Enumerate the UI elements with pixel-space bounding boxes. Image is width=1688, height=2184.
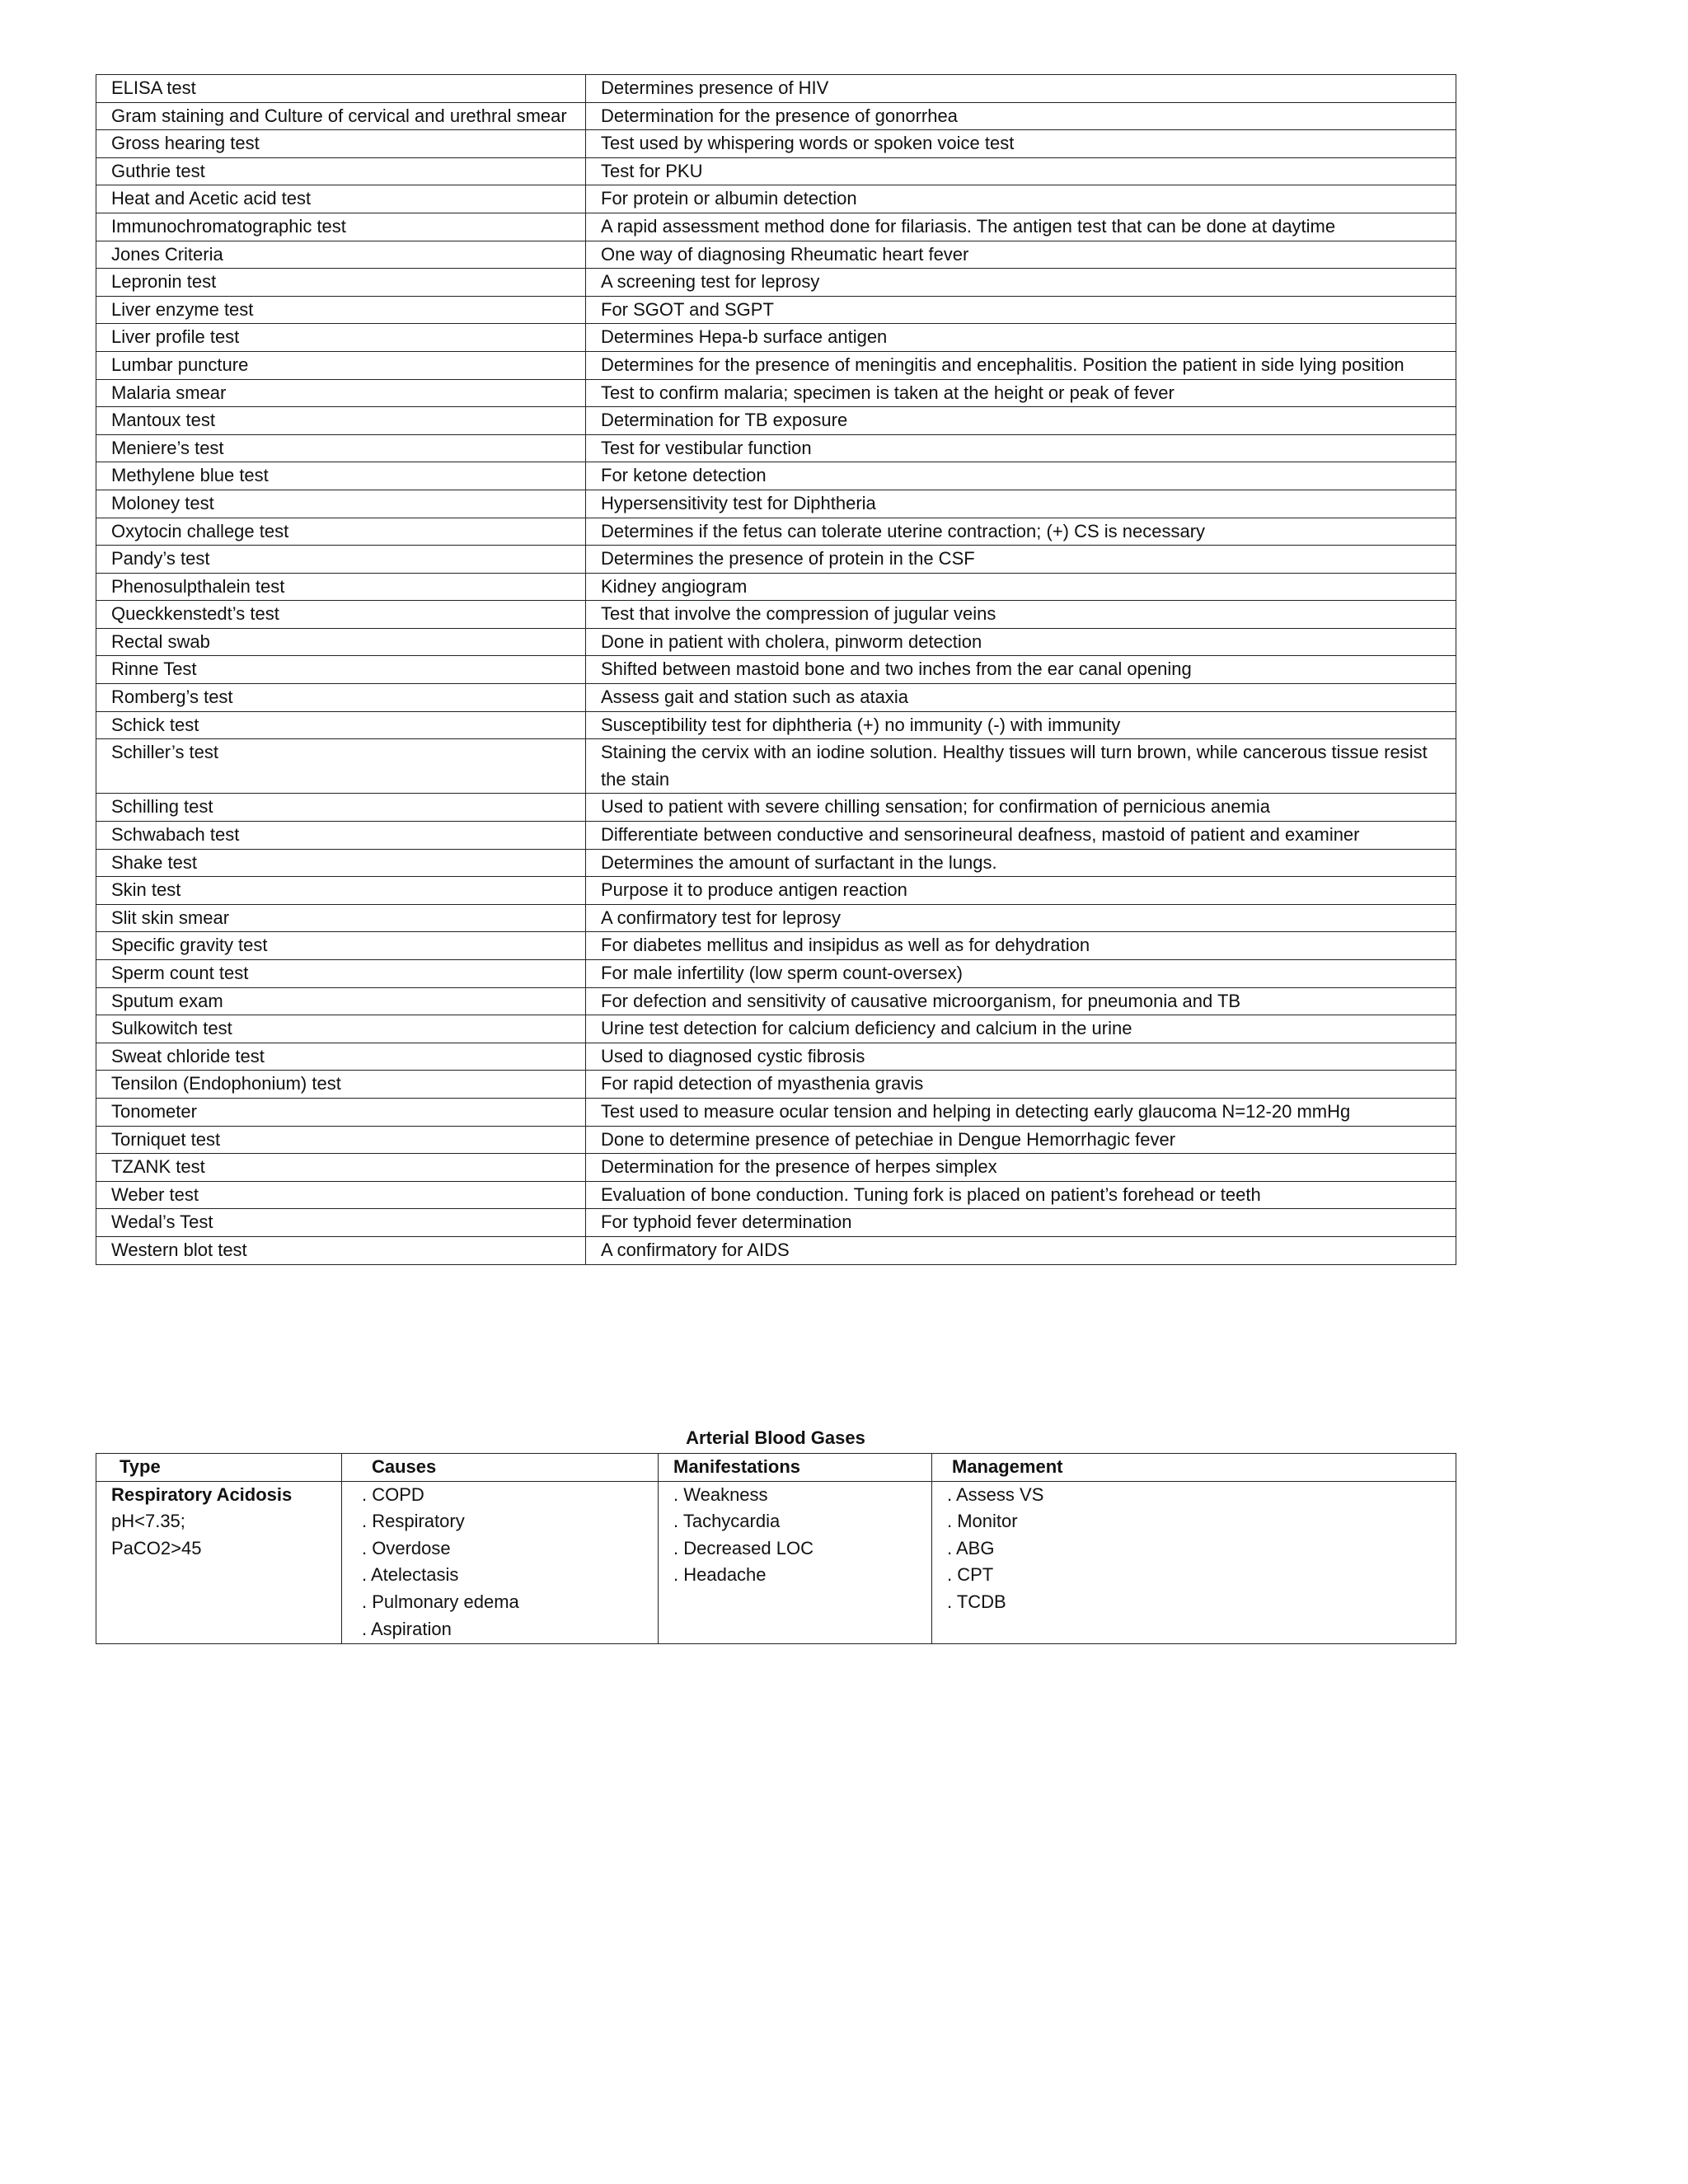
test-description-cell: Urine test detection for calcium deficiency and calcium in the urine (586, 1015, 1456, 1043)
test-name-cell: Schwabach test (96, 822, 586, 850)
test-description-cell: A screening test for leprosy (586, 269, 1456, 297)
abg-management-item: . Assess VS (947, 1483, 1044, 1505)
test-name-cell: Schilling test (96, 794, 586, 822)
table-row (96, 1236, 1456, 1264)
test-description-cell: Determines if the fetus can tolerate uterine contraction; (+) CS is necessary (586, 518, 1456, 546)
test-name-cell: Malaria smear (96, 379, 586, 407)
abg-table (96, 1453, 1456, 1644)
table-row (96, 241, 1456, 269)
abg-row-respiratory-acidosis (96, 1481, 1456, 1643)
abg-causes-cell (342, 1481, 659, 1643)
abg-type-name: Respiratory Acidosis (111, 1483, 293, 1505)
test-description-cell: Assess gait and station such as ataxia (586, 684, 1456, 712)
test-description-cell: A confirmatory test for leprosy (586, 904, 1456, 932)
test-name-cell: Shake test (96, 849, 586, 877)
test-description-cell: Test to confirm malaria; specimen is taken at the height or peak of fever (586, 379, 1456, 407)
table-row (96, 157, 1456, 185)
test-description-cell: Used to diagnosed cystic fibrosis (586, 1043, 1456, 1071)
diagnostic-tests-table (96, 74, 1456, 1265)
test-name-cell: Gram staining and Culture of cervical and urethral smear (96, 102, 586, 130)
test-name-cell: Torniquet test (96, 1126, 586, 1154)
table-row (96, 213, 1456, 241)
abg-management-item: . ABG (947, 1537, 995, 1558)
test-name-cell: Meniere’s test (96, 434, 586, 462)
test-name-cell: Slit skin smear (96, 904, 586, 932)
test-name-cell: Mantoux test (96, 407, 586, 435)
table-row (96, 462, 1456, 490)
test-description-cell: For typhoid fever determination (586, 1209, 1456, 1237)
abg-management-cell (932, 1481, 1456, 1643)
test-name-cell: Wedal’s Test (96, 1209, 586, 1237)
table-row (96, 739, 1456, 794)
test-description-cell: Determines the amount of surfactant in the lungs. (586, 849, 1456, 877)
test-name-cell: Guthrie test (96, 157, 586, 185)
table-row (96, 904, 1456, 932)
abg-cause-item: . Respiratory (362, 1511, 465, 1532)
test-description-cell: Susceptibility test for diphtheria (+) no immunity (-) with immunity (586, 711, 1456, 739)
test-description-cell: For defection and sensitivity of causative microorganism, for pneumonia and TB (586, 987, 1456, 1015)
table-row (96, 518, 1456, 546)
test-description-cell: Determination for the presence of gonorrhea (586, 102, 1456, 130)
test-description-cell: For diabetes mellitus and insipidus as well as for dehydration (586, 932, 1456, 960)
test-description-cell: Kidney angiogram (586, 573, 1456, 601)
table-row (96, 1209, 1456, 1237)
table-row (96, 1126, 1456, 1154)
test-description-cell: Done in patient with cholera, pinworm detection (586, 628, 1456, 656)
test-description-cell: Test used to measure ocular tension and helping in detecting early glaucoma N=12-20 mmHg (586, 1098, 1456, 1126)
table-row (96, 794, 1456, 822)
table-row (96, 849, 1456, 877)
abg-title: Arterial Blood Gases (686, 1427, 865, 1448)
test-description-cell: Done to determine presence of petechiae in Dengue Hemorrhagic fever (586, 1126, 1456, 1154)
table-row (96, 434, 1456, 462)
abg-header-row (96, 1454, 1456, 1482)
test-description-cell: Test for vestibular function (586, 434, 1456, 462)
abg-manifestation-item: . Weakness (673, 1483, 768, 1505)
table-row (96, 296, 1456, 324)
table-row (96, 379, 1456, 407)
test-description-cell: Evaluation of bone conduction. Tuning fork is placed on patient’s forehead or teeth (586, 1181, 1456, 1209)
table-row (96, 1181, 1456, 1209)
test-name-cell: Lumbar puncture (96, 351, 586, 379)
table-row (96, 684, 1456, 712)
table-row (96, 130, 1456, 158)
test-name-cell: Heat and Acetic acid test (96, 185, 586, 213)
abg-type-line: pH<7.35; (111, 1511, 185, 1532)
test-name-cell: Skin test (96, 877, 586, 905)
test-name-cell: Liver enzyme test (96, 296, 586, 324)
table-row (96, 185, 1456, 213)
test-name-cell: Tensilon (Endophonium) test (96, 1071, 586, 1099)
abg-cause-item: . Atelectasis (362, 1564, 459, 1586)
abg-header-management: Management (932, 1454, 1456, 1482)
test-description-cell: A confirmatory for AIDS (586, 1236, 1456, 1264)
test-description-cell: Staining the cervix with an iodine solution. Healthy tissues will turn brown, while cancerous tissue resist the stain (586, 739, 1456, 794)
abg-cause-item: . Pulmonary edema (362, 1591, 519, 1612)
abg-header-type: Type (96, 1454, 342, 1482)
abg-management-item: . Monitor (947, 1511, 1018, 1532)
abg-management-item: . CPT (947, 1564, 994, 1586)
test-description-cell: Determination for the presence of herpes simplex (586, 1154, 1456, 1182)
table-row (96, 490, 1456, 518)
abg-manifestations-cell (659, 1481, 932, 1643)
table-row (96, 351, 1456, 379)
test-name-cell: Western blot test (96, 1236, 586, 1264)
test-name-cell: TZANK test (96, 1154, 586, 1182)
test-description-cell: Shifted between mastoid bone and two inches from the ear canal opening (586, 656, 1456, 684)
table-row (96, 932, 1456, 960)
test-name-cell: Weber test (96, 1181, 586, 1209)
test-name-cell: Liver profile test (96, 324, 586, 352)
table-row (96, 822, 1456, 850)
abg-type-line: PaCO2>45 (111, 1537, 202, 1558)
test-name-cell: Sputum exam (96, 987, 586, 1015)
test-name-cell: Sulkowitch test (96, 1015, 586, 1043)
test-name-cell: Phenosulpthalein test (96, 573, 586, 601)
test-description-cell: One way of diagnosing Rheumatic heart fever (586, 241, 1456, 269)
test-name-cell: Pandy’s test (96, 546, 586, 574)
test-description-cell: For protein or albumin detection (586, 185, 1456, 213)
test-name-cell: Specific gravity test (96, 932, 586, 960)
table-row (96, 960, 1456, 988)
test-name-cell: Tonometer (96, 1098, 586, 1126)
abg-cause-item: . COPD (362, 1483, 424, 1505)
diagnostic-tests-body (96, 75, 1456, 1265)
test-description-cell: A rapid assessment method done for filariasis. The antigen test that can be done at daytime (586, 213, 1456, 241)
abg-header-manifestations: Manifestations (659, 1454, 932, 1482)
abg-header-causes: Causes (342, 1454, 659, 1482)
table-row (96, 1154, 1456, 1182)
table-row (96, 407, 1456, 435)
abg-manifestation-item: . Decreased LOC (673, 1537, 814, 1558)
test-description-cell: For male infertility (low sperm count-oversex) (586, 960, 1456, 988)
table-row (96, 711, 1456, 739)
test-name-cell: Rinne Test (96, 656, 586, 684)
test-name-cell: Sperm count test (96, 960, 586, 988)
test-description-cell: Determines the presence of protein in the CSF (586, 546, 1456, 574)
test-name-cell: Methylene blue test (96, 462, 586, 490)
test-name-cell: Sweat chloride test (96, 1043, 586, 1071)
abg-cause-item: . Aspiration (362, 1618, 452, 1639)
test-description-cell: Hypersensitivity test for Diphtheria (586, 490, 1456, 518)
abg-type-cell (96, 1481, 342, 1643)
table-row (96, 601, 1456, 629)
abg-manifestation-item: . Tachycardia (673, 1511, 781, 1532)
test-description-cell: Test that involve the compression of jugular veins (586, 601, 1456, 629)
table-row (96, 324, 1456, 352)
test-description-cell: Determination for TB exposure (586, 407, 1456, 435)
table-row (96, 546, 1456, 574)
table-row (96, 877, 1456, 905)
test-name-cell: Romberg’s test (96, 684, 586, 712)
table-row (96, 1098, 1456, 1126)
table-row (96, 1015, 1456, 1043)
test-description-cell: For ketone detection (586, 462, 1456, 490)
test-name-cell: Gross hearing test (96, 130, 586, 158)
test-name-cell: Jones Criteria (96, 241, 586, 269)
test-name-cell: Lepronin test (96, 269, 586, 297)
table-row (96, 628, 1456, 656)
test-name-cell: Rectal swab (96, 628, 586, 656)
table-row (96, 75, 1456, 103)
table-row (96, 1071, 1456, 1099)
test-description-cell: Determines Hepa-b surface antigen (586, 324, 1456, 352)
test-name-cell: Oxytocin challege test (96, 518, 586, 546)
test-description-cell: Differentiate between conductive and sensorineural deafness, mastoid of patient and examiner (586, 822, 1456, 850)
table-row (96, 987, 1456, 1015)
test-description-cell: Determines for the presence of meningitis and encephalitis. Position the patient in side lying position (586, 351, 1456, 379)
test-name-cell: Immunochromatographic test (96, 213, 586, 241)
table-row (96, 656, 1456, 684)
test-description-cell: Test used by whispering words or spoken voice test (586, 130, 1456, 158)
test-name-cell: Queckkenstedt’s test (96, 601, 586, 629)
table-row (96, 269, 1456, 297)
test-description-cell: Purpose it to produce antigen reaction (586, 877, 1456, 905)
test-description-cell: For rapid detection of myasthenia gravis (586, 1071, 1456, 1099)
test-name-cell: Schiller’s test (96, 739, 586, 794)
table-row (96, 573, 1456, 601)
test-name-cell: Moloney test (96, 490, 586, 518)
abg-manifestation-item: . Headache (673, 1564, 767, 1586)
test-description-cell: Determines presence of HIV (586, 75, 1456, 103)
test-description-cell: For SGOT and SGPT (586, 296, 1456, 324)
test-name-cell: Schick test (96, 711, 586, 739)
abg-cause-item: . Overdose (362, 1537, 451, 1558)
abg-management-item: . TCDB (947, 1591, 1006, 1612)
test-description-cell: Used to patient with severe chilling sensation; for confirmation of pernicious anemia (586, 794, 1456, 822)
table-row (96, 102, 1456, 130)
test-name-cell: ELISA test (96, 75, 586, 103)
test-description-cell: Test for PKU (586, 157, 1456, 185)
table-row (96, 1043, 1456, 1071)
